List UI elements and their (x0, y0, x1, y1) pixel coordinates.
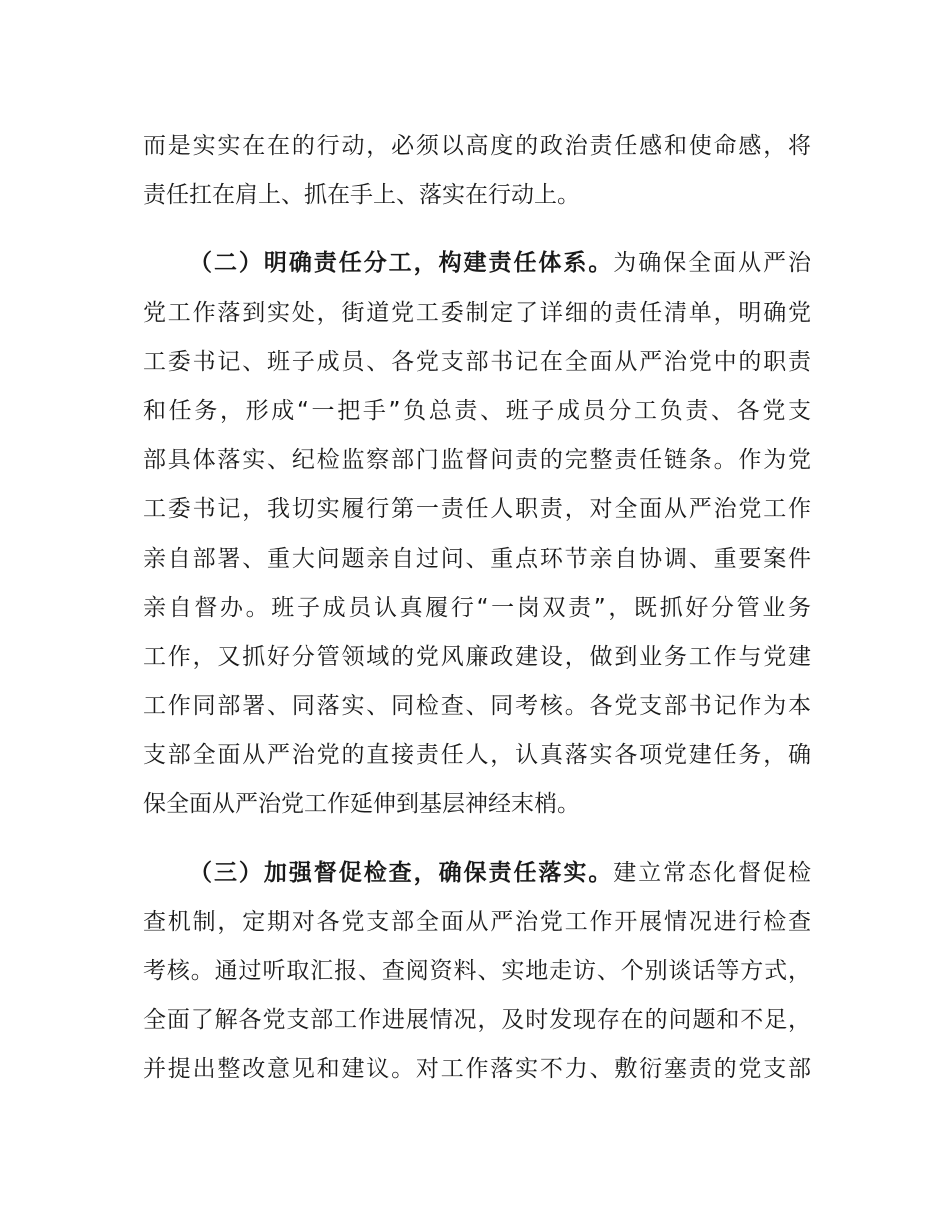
paragraph-line: 亲自部署、重大问题亲自过问、重点环节亲自协调、重要案件 (143, 545, 811, 572)
paragraph-line: 党工作落到实处，街道党工委制定了详细的责任清单，明确党 (143, 299, 811, 326)
paragraph-line: 亲自督办。班子成员认真履行“一岗双责”，既抓好分管业务 (143, 594, 811, 621)
paragraph-line: 并提出整改意见和建议。对工作落实不力、敷衍塞责的党支部 (143, 1056, 811, 1083)
paragraph-line: 查机制，定期对各党支部全面从严治党工作开展情况进行检查 (143, 908, 811, 935)
paragraph-line: 工作，又抓好分管领域的党风廉政建设，做到业务工作与党建 (143, 643, 811, 670)
paragraph-line: 工委书记、班子成员、各党支部书记在全面从严治党中的职责 (143, 348, 811, 375)
paragraph-line: 工作同部署、同落实、同检查、同考核。各党支部书记作为本 (143, 693, 811, 720)
paragraph-line: 考核。通过听取汇报、查阅资料、实地走访、个别谈话等方式， (143, 958, 811, 984)
paragraph-line: 而是实实在在的行动，必须以高度的政治责任感和使命感，将 (143, 133, 811, 159)
paragraph-line: 保全面从严治党工作延伸到基层神经末梢。 (143, 791, 580, 818)
paragraph-section-2 (143, 239, 811, 829)
paragraph-line: 和任务，形成“一把手”负总责、班子成员分工负责、各党支 (143, 397, 811, 424)
section-heading: （三）加强督促检查，确保责任落实。 (189, 859, 614, 886)
paragraph-continuation (143, 122, 811, 220)
paragraph-text: 建立常态化督促检 (613, 859, 812, 886)
document-body (143, 122, 811, 1095)
paragraph-first-line (143, 239, 811, 288)
paragraph-line: 责任扛在肩上、抓在手上、落实在行动上。 (143, 182, 580, 209)
section-heading: （二）明确责任分工，构建责任体系。 (189, 250, 614, 277)
paragraph-section-3 (143, 849, 811, 1095)
paragraph-line: 工委书记，我切实履行第一责任人职责，对全面从严治党工作 (143, 496, 811, 523)
paragraph-line: 支部全面从严治党的直接责任人，认真落实各项党建任务，确 (143, 742, 811, 769)
paragraph-first-line (143, 849, 811, 898)
paragraph-line: 全面了解各党支部工作进展情况，及时发现存在的问题和不足， (143, 1007, 811, 1034)
paragraph-line: 部具体落实、纪检监察部门监督问责的完整责任链条。作为党 (143, 447, 811, 474)
paragraph-text: 为确保全面从严治 (613, 250, 812, 277)
